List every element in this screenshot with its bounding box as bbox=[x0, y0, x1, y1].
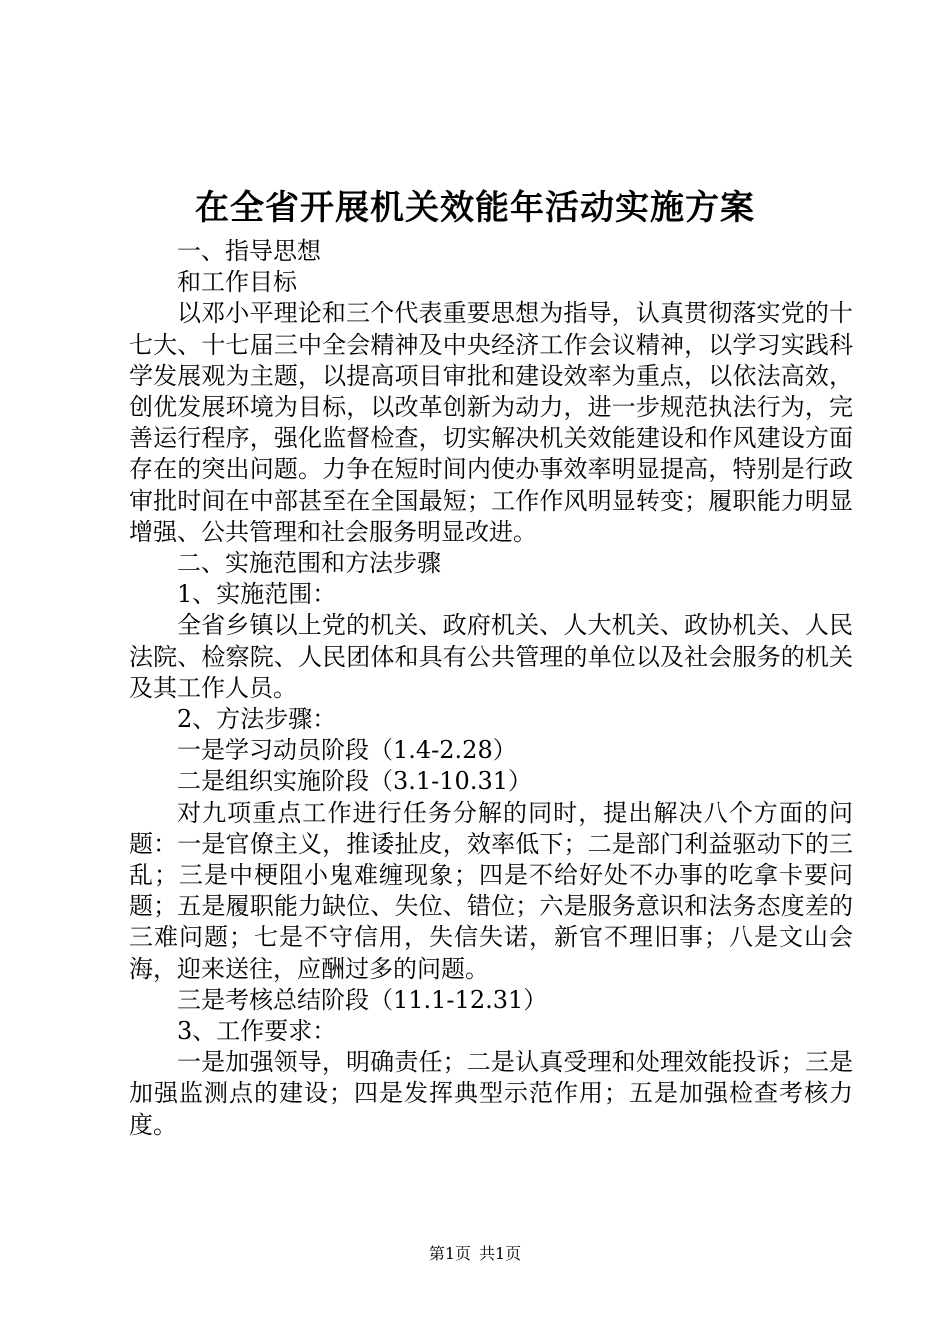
paragraph-requirements-content: 一是加强领导，明确责任；二是认真受理和处理效能投诉；三是加强监测点的建设；四是发挥典型示范作用；五是加强检查考核力度。 bbox=[129, 1048, 853, 1139]
document-title: 在全省开展机关效能年活动实施方案 bbox=[195, 188, 755, 228]
step-three-assessment: 三是考核总结阶段（11.1-12.31） bbox=[177, 985, 548, 1014]
paragraph-scope-content: 全省乡镇以上党的机关、政府机关、人大机关、政协机关、人民法院、检察院、人民团体和具有公共管理的单位以及社会服务的机关及其工作人员。 bbox=[129, 611, 853, 702]
heading-work-goal: 和工作目标 bbox=[177, 268, 297, 297]
heading-scope-and-steps: 二、实施范围和方法步骤 bbox=[177, 549, 441, 578]
subheading-requirements: 3、工作要求： bbox=[177, 1017, 337, 1046]
page-number-current: 第1页 bbox=[428, 1244, 471, 1263]
paragraph-eight-problems: 对九项重点工作进行任务分解的同时，提出解决八个方面的问题：一是官僚主义，推诿扯皮，效率低下；二是部门利益驱动下的三乱；三是中梗阻小鬼难缠现象；四是不给好处不办事的吃拿卡要问题；五是履职能力缺位、失位、错位；六是服务意识和法务态度差的三难问题；七是不守信用，失信失诺，新官不理旧事；八是文山会海，迎来送往，应酬过多的问题。 bbox=[129, 798, 853, 983]
page-footer bbox=[0, 1244, 950, 1264]
step-one-mobilization: 一是学习动员阶段（1.4-2.28） bbox=[177, 736, 517, 765]
paragraph-guiding-content: 以邓小平理论和三个代表重要思想为指导，认真贯彻落实党的十七大、十七届三中全会精神及中央经济工作会议精神，以学习实践科学发展观为主题，以提高项目审批和建设效率为重点，以依法高效，创优发展环境为目标，以改革创新为动力，进一步规范执法行为，完善运行程序，强化监督检查，切实解决机关效能建设和作风建设方面存在的突出问题。力争在短时间内使办事效率明显提高，特别是行政审批时间在中部甚至在全国最短；工作作风明显转变；履职能力明显增强、公共管理和社会服务明显改进。 bbox=[129, 299, 853, 546]
heading-guiding-thought: 一、指导思想 bbox=[177, 237, 321, 265]
document-body bbox=[129, 236, 853, 1141]
page-number-total: 共1页 bbox=[479, 1244, 522, 1263]
subheading-scope: 1、实施范围： bbox=[177, 580, 337, 609]
step-two-implementation: 二是组织实施阶段（3.1-10.31） bbox=[177, 767, 532, 796]
subheading-steps: 2、方法步骤： bbox=[177, 705, 337, 734]
